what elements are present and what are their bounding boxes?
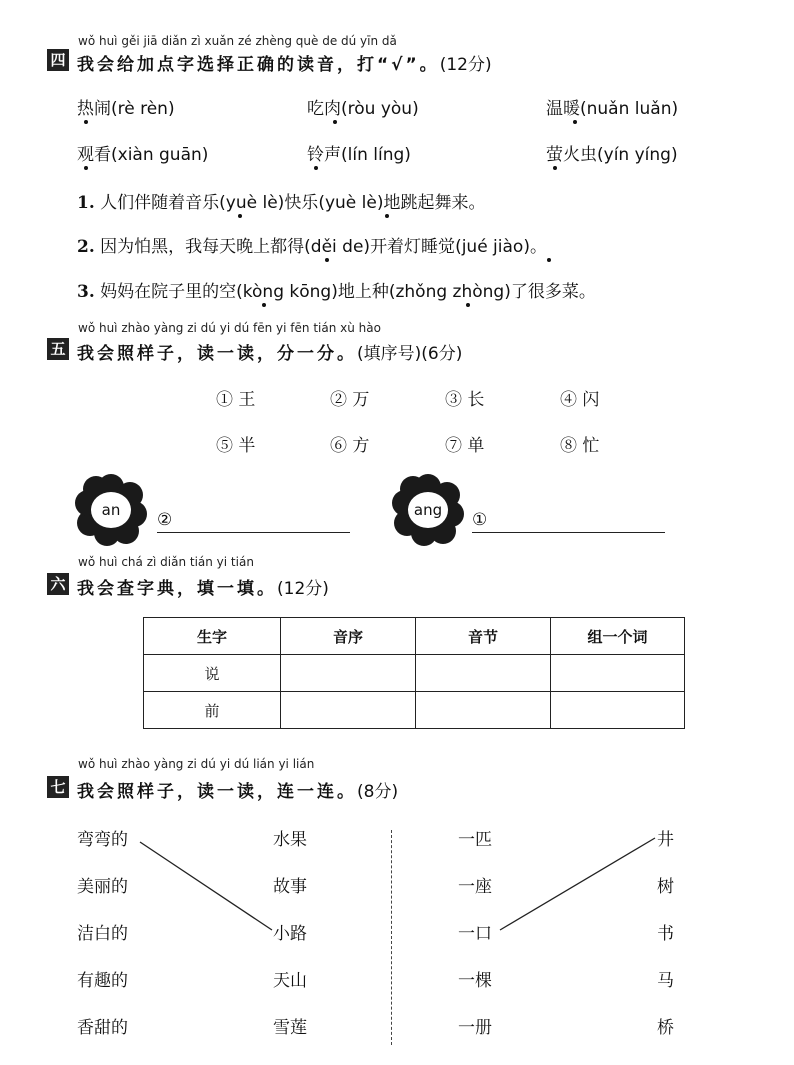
char-item: ① 王 xyxy=(216,390,256,410)
sentence-text: 妈妈在院子里的空 xyxy=(100,282,237,302)
pinyin-options: (xiàn guān) xyxy=(111,145,209,165)
measure-word[interactable]: 一座 xyxy=(458,877,492,897)
measure-word[interactable]: 一口 xyxy=(458,924,492,944)
noun-word[interactable]: 桥 xyxy=(657,1018,674,1038)
sentence-text: 了很多菜。 xyxy=(510,282,596,302)
char-item: ③ 长 xyxy=(445,390,485,410)
left-word[interactable]: 香甜的 xyxy=(77,1018,128,1038)
example-answer: ① xyxy=(472,510,488,530)
pinyin-options: (kòng kōng) xyxy=(236,282,338,302)
section5-pinyin: wǒ huì zhào yàng zi dú yi dú fēn yi fēn tián xù hào xyxy=(78,321,381,335)
sentence-text: 地跳起舞来。 xyxy=(383,193,486,213)
measure-word[interactable]: 一匹 xyxy=(458,830,492,850)
char-item: ④ 闪 xyxy=(560,390,600,410)
char-cell: 说 xyxy=(144,655,281,692)
sentence-number: 1. xyxy=(77,193,95,213)
noun-word[interactable]: 马 xyxy=(657,971,674,991)
pinyin-options: (děi de) xyxy=(304,237,371,257)
section5-points: (6分) xyxy=(421,344,463,364)
right-word[interactable]: 天山 xyxy=(273,971,307,991)
right-word[interactable]: 故事 xyxy=(273,877,307,897)
sentence-text: 。 xyxy=(529,237,547,257)
example-answer: ② xyxy=(157,510,173,530)
sentence-text: 开着灯睡觉 xyxy=(370,237,456,257)
char-item: ⑤ 半 xyxy=(216,436,256,456)
noun-word[interactable]: 书 xyxy=(657,924,674,944)
section5-badge: 五 xyxy=(47,338,69,360)
section7-pinyin: wǒ huì zhào yàng zi dú yi dú lián yi lián xyxy=(78,757,315,771)
flower-label: ang xyxy=(406,490,450,530)
header-cell: 音节 xyxy=(416,618,551,655)
left-word[interactable]: 美丽的 xyxy=(77,877,128,897)
word-text: 热闹 xyxy=(77,99,111,119)
left-word[interactable]: 洁白的 xyxy=(77,924,128,944)
sentence-text: 地上种 xyxy=(337,282,389,302)
example-line-left xyxy=(140,842,272,930)
right-word[interactable]: 小路 xyxy=(273,924,307,944)
section5-title-text: 我会照样子，读一读，分一分。 xyxy=(77,344,357,364)
word-text: 铃声 xyxy=(307,145,341,165)
pinyin-options: (yín yíng) xyxy=(597,145,678,165)
sentence-number: 3. xyxy=(77,282,95,302)
pinyin-options: (yuè lè) xyxy=(219,193,285,213)
noun-word[interactable]: 树 xyxy=(657,877,674,897)
section6-title-text: 我会查字典，填一填。 xyxy=(77,579,277,599)
pinyin-options: (jué jiào) xyxy=(455,237,530,257)
char-item: ⑧ 忙 xyxy=(560,436,600,456)
sentence-number: 2. xyxy=(77,237,95,257)
word-text: 萤火虫 xyxy=(546,145,597,165)
word-text: 温暖 xyxy=(546,99,580,119)
word-text: 观看 xyxy=(77,145,111,165)
section4-points: (12分) xyxy=(439,55,492,75)
right-word[interactable]: 水果 xyxy=(273,830,307,850)
section5-note: (填序号) xyxy=(357,344,422,364)
header-cell: 音序 xyxy=(281,618,416,655)
pinyin-options: (ròu yòu) xyxy=(341,99,419,119)
section6-pinyin: wǒ huì chá zì diǎn tián yi tián xyxy=(78,555,254,569)
pinyin-options: (nuǎn luǎn) xyxy=(580,99,679,119)
pinyin-options: (yuè lè) xyxy=(318,193,384,213)
char-item: ⑦ 单 xyxy=(445,436,485,456)
measure-word[interactable]: 一册 xyxy=(458,1018,492,1038)
char-item: ⑥ 方 xyxy=(330,436,370,456)
section7-title-text: 我会照样子，读一读，连一连。 xyxy=(77,782,357,802)
section7-points: (8分) xyxy=(357,782,399,802)
header-cell: 组一个词 xyxy=(551,618,685,655)
noun-word[interactable]: 井 xyxy=(657,830,674,850)
left-word[interactable]: 弯弯的 xyxy=(77,830,128,850)
sentence-text: 因为怕黑，我每天晚上都得 xyxy=(100,237,305,257)
sentence-text: 人们伴随着音乐 xyxy=(100,193,220,213)
flower-label: an xyxy=(89,490,133,530)
header-cell: 生字 xyxy=(144,618,281,655)
pinyin-options: (zhǒng zhòng) xyxy=(388,282,511,302)
section4-title-text: 我会给加点字选择正确的读音，打“√”。 xyxy=(77,55,440,75)
sentence-text: 快乐 xyxy=(284,193,319,213)
pinyin-options: (lín líng) xyxy=(341,145,411,165)
pinyin-options: (rè rèn) xyxy=(111,99,175,119)
word-text: 吃肉 xyxy=(307,99,341,119)
section6-badge: 六 xyxy=(47,573,69,595)
section7-badge: 七 xyxy=(47,776,69,798)
char-item: ② 万 xyxy=(330,390,370,410)
section4-badge: 四 xyxy=(47,49,69,71)
section6-points: (12分) xyxy=(277,579,329,599)
section4-pinyin: wǒ huì gěi jiā diǎn zì xuǎn zé zhèng què de dú yīn dǎ xyxy=(78,34,397,48)
example-line-right xyxy=(500,838,655,930)
char-cell: 前 xyxy=(144,692,281,729)
right-word[interactable]: 雪莲 xyxy=(273,1018,307,1038)
left-word[interactable]: 有趣的 xyxy=(77,971,128,991)
measure-word[interactable]: 一棵 xyxy=(458,971,492,991)
